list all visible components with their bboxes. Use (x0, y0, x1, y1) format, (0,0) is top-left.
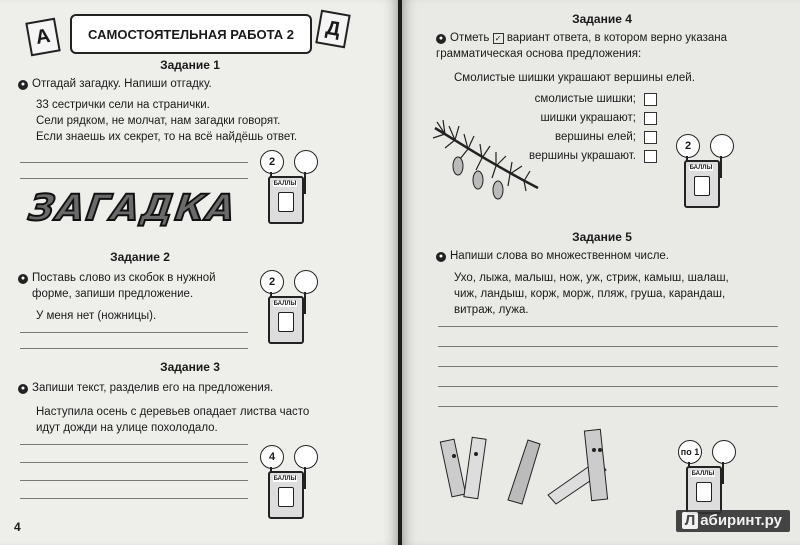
riddle-line: 33 сестрички сели на странички. (36, 99, 210, 111)
task5-instruction: ● Напиши слова во множественном числе. (436, 248, 786, 264)
score-sign-blank (294, 270, 318, 294)
option-checkbox[interactable] (644, 131, 657, 144)
score-value: по 1 (678, 440, 702, 464)
task5-words: Ухо, лыжа, малыш, нож, уж, стриж, камыш, шалаш, чиж, ландыш, корж, морж, пляж, груша, карандаш, витраж, лужа. (454, 272, 729, 316)
answer-line[interactable] (20, 162, 248, 163)
score-label: БАЛЛЫ (273, 181, 297, 187)
book-mascot-icon (268, 296, 304, 344)
task3-title: Задание 3 (160, 360, 220, 374)
score-label: БАЛЛЫ (691, 471, 715, 477)
left-page (0, 0, 398, 545)
task1-instruction-text: Отгадай загадку. Напиши отгадку. (32, 78, 212, 90)
answer-line[interactable] (20, 348, 248, 349)
bullet-icon: ● (436, 34, 446, 44)
score-value: 2 (260, 150, 284, 174)
pencils-illustration-icon (438, 420, 638, 510)
task4-sentence: Смолистые шишки украшают вершины елей. (454, 72, 695, 84)
page-number: 4 (14, 520, 21, 534)
score-badge (256, 445, 316, 521)
score-value: 2 (676, 134, 700, 158)
option-checkbox[interactable] (644, 93, 657, 106)
riddle-line: Сели рядком, не молчат, нам загадки говорят. (36, 115, 281, 127)
answer-line[interactable] (20, 480, 248, 481)
score-label: БАЛЛЫ (689, 165, 713, 171)
bullet-icon: ● (18, 80, 28, 90)
score-label: БАЛЛЫ (273, 476, 297, 482)
score-value: 2 (260, 270, 284, 294)
checkmark-icon: ✓ (493, 33, 504, 44)
bullet-icon: ● (436, 252, 446, 262)
bullet-icon: ● (18, 384, 28, 394)
page-title: САМОСТОЯТЕЛЬНАЯ РАБОТА 2 (70, 14, 312, 54)
score-badge (256, 150, 316, 226)
task4-title: Задание 4 (572, 12, 632, 26)
option-label: шишки украшают; (540, 112, 636, 124)
option-checkbox[interactable] (644, 150, 657, 163)
decorative-word: ЗАГАДКА (26, 187, 240, 229)
score-label: БАЛЛЫ (273, 301, 297, 307)
banner-letter-right: Д (315, 10, 350, 49)
task2-sentence: У меня нет (ножницы). (36, 310, 157, 322)
answer-line[interactable] (438, 346, 778, 347)
score-badge (674, 440, 734, 516)
answer-line[interactable] (20, 444, 248, 445)
riddle-line: Если знаешь их секрет, то на всё найдёшь ответ. (36, 131, 298, 143)
task4-instruction: ● Отметь ✓ вариант ответа, в котором верно указана грамматическая основа предложения: (436, 32, 728, 60)
fir-branch-icon (430, 108, 540, 204)
score-sign-blank (294, 445, 318, 469)
book-mascot-icon (268, 176, 304, 224)
book-mascot-icon (684, 160, 720, 208)
task5-title: Задание 5 (572, 230, 632, 244)
score-sign-blank (712, 440, 736, 464)
option-checkbox[interactable] (644, 112, 657, 125)
option-label: смолистые шишки; (534, 93, 636, 105)
answer-line[interactable] (20, 462, 248, 463)
option-label: вершины елей; (555, 131, 636, 143)
task2-title: Задание 2 (110, 250, 170, 264)
option-label: вершины украшают. (529, 150, 636, 162)
watermark: Л абиринт.ру (676, 510, 790, 532)
answer-line[interactable] (438, 386, 778, 387)
task3-instruction: ● Запиши текст, разделив его на предложения. (18, 380, 378, 396)
task1-riddle (36, 97, 381, 145)
bullet-icon: ● (18, 274, 28, 284)
answer-line[interactable] (20, 498, 248, 499)
task1-title: Задание 1 (160, 58, 220, 72)
book-mascot-icon (268, 471, 304, 519)
book-mascot-icon (686, 466, 722, 514)
score-badge (256, 270, 316, 346)
score-sign-blank (710, 134, 734, 158)
task3-text: Наступила осень с деревьев опадает листва часто идут дожди на улице похолодало. (36, 406, 310, 434)
answer-line[interactable] (438, 406, 778, 407)
answer-line[interactable] (438, 366, 778, 367)
answer-line[interactable] (20, 332, 248, 333)
answer-line[interactable] (438, 326, 778, 327)
score-badge (672, 134, 732, 210)
score-sign-blank (294, 150, 318, 174)
answer-line[interactable] (20, 178, 248, 179)
right-page (402, 0, 800, 545)
score-value: 4 (260, 445, 284, 469)
banner-letter-left: А (25, 18, 60, 57)
task1-instruction (18, 76, 378, 92)
task2-instruction: ● Поставь слово из скобок в нужной форме, запиши предложение. (18, 270, 268, 302)
